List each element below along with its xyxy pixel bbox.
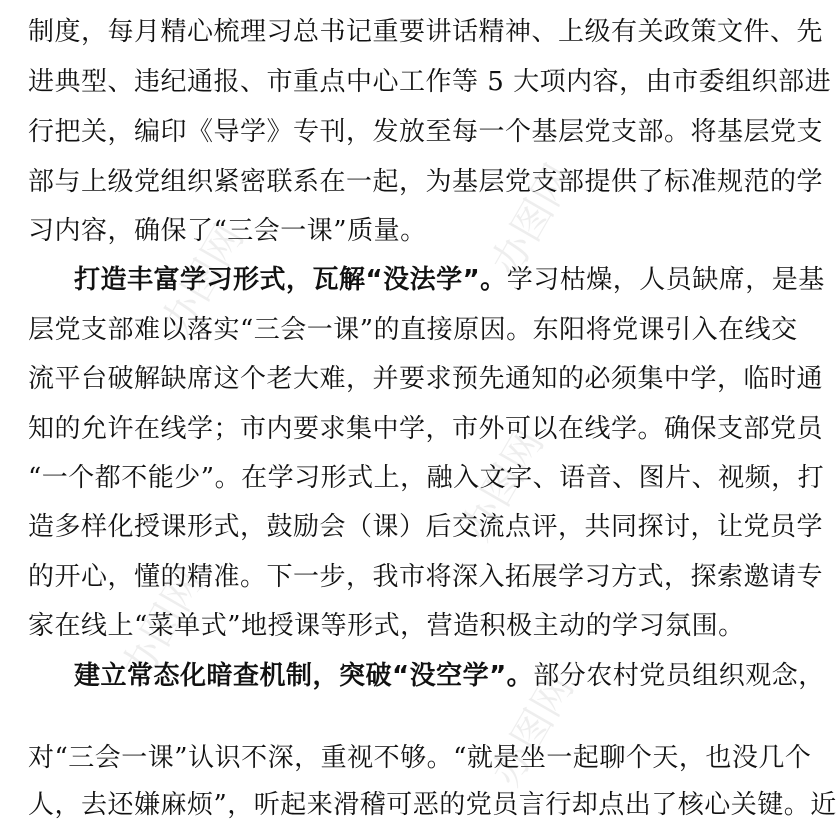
watermark: 办图网 — [483, 666, 583, 794]
paragraph-line: 的开心，懂的精准。下一步，我市将深入拓展学习方式，探索邀请专 — [28, 562, 824, 592]
paragraph-line: 行把关，编印《导学》专刊，发放至每一个基层党支部。将基层党支 — [28, 117, 824, 147]
paragraph-line: 制度，每月精心梳理习总书记重要讲话精神、上级有关政策文件、先 — [28, 17, 824, 47]
watermark: 办图网 — [483, 156, 583, 284]
section-heading-line: 建立常态化暗查机制，突破“没空学”。部分农村党员组织观念， — [74, 661, 825, 691]
watermark: 办图网 — [153, 216, 253, 344]
watermark: 办图网 — [113, 561, 213, 689]
paragraph-line: 流平台破解缺席这个老大难，并要求预先通知的必须集中学，临时通 — [28, 364, 824, 394]
paragraph-line: 习内容，确保了“三会一课”质量。 — [28, 216, 427, 246]
paragraph-line: 人，去还嫌麻烦”，听起来滑稽可恶的党员言行却点出了核心关键。近 — [28, 790, 837, 820]
paragraph-line: 知的允许在线学；市内要求集中学，市外可以在线学。确保支部党员 — [28, 414, 824, 444]
watermark: 办图网 — [453, 421, 553, 549]
paragraph-line: 进典型、违纪通报、市重点中心工作等 5 大项内容，由市委组织部进 — [28, 67, 832, 97]
paragraph-line: 部与上级党组织紧密联系在一起，为基层党支部提供了标准规范的学 — [28, 167, 824, 197]
paragraph-line: 造多样化授课形式，鼓励会（课）后交流点评，共同探讨，让党员学 — [28, 512, 824, 542]
paragraph-line: 层党支部难以落实“三会一课”的直接原因。东阳将党课引入在线交 — [28, 315, 798, 345]
section-heading: 建立常态化暗查机制，突破“没空学”。 — [74, 661, 534, 691]
paragraph-line: “一个都不能少”。在学习形式上，融入文字、语音、图片、视频，打 — [28, 463, 825, 493]
paragraph-line: 对“三会一课”认识不深，重视不够。“就是坐一起聊个天，也没几个 — [28, 743, 812, 773]
section-heading: 打造丰富学习形式，瓦解“没法学”。 — [74, 265, 507, 295]
paragraph-line: 家在线上“菜单式”地授课等形式，营造积极主动的学习氛围。 — [28, 611, 745, 641]
section-heading-line: 打造丰富学习形式，瓦解“没法学”。学习枯燥，人员缺席，是基 — [74, 265, 825, 295]
